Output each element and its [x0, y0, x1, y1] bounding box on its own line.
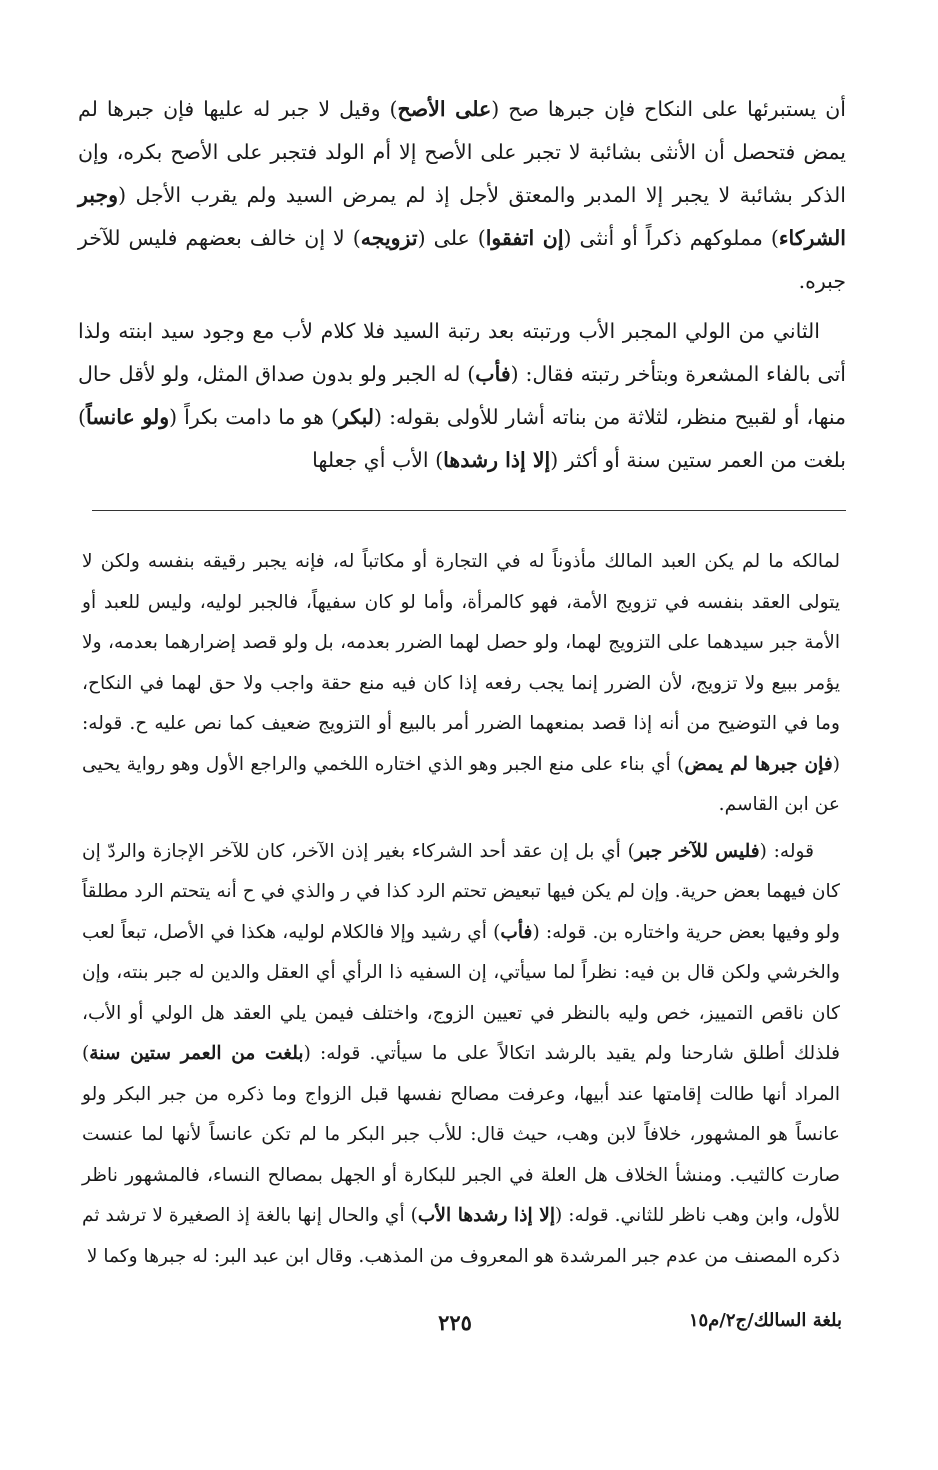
footnote-separator: [92, 510, 846, 511]
main-text: [78, 88, 846, 482]
commentary-paragraph-1: لمالكه ما لم يكن العبد المالك مأذوناً له في التجارة أو مكاتباً له، فإنه يجبر رقيقه بنفسه ولكن لا يتولى العقد بنفسه في تزويج الأمة، فهو كالمرأة، وأما لو كان سفيهاً، فالجبر لوليه، وليس للعبد أو الأمة جبر سيدهما على التزويج لهما، ولو حصل لهما الضرر بعدمه، بل ولو قصد إضرارهما بعدمه، ولا يؤمر ببيع ولا تزويج، لأن الضرر إنما يجب رفعه إذا كان فيه منع حقة واجب ولا حق لهما في النكاح، وما في التوضيح من أنه إذا قصد بمنعهما الضرر أمر بالبيع أو التزويج ضعيف كما نص عليه ح. قوله: (فإن جبرها لم يمض) أي بناء على منع الجبر وهو الذي اختاره اللخمي والراجع الأول وهو رواية يحيى عن ابن القاسم.: [82, 551, 840, 815]
running-head: بلغة السالك/ج٢/م١٥: [688, 1310, 842, 1331]
commentary-text: [82, 542, 840, 1277]
page-footer: [60, 1310, 850, 1346]
main-paragraph-1: أن يستبرئها على النكاح فإن جبرها صح (على الأصح) وقيل لا جبر له عليها فإن جبرها لم يمض فتحصل أن الأنثى بشائبة لا تجبر على الأصح إلا أم الولد فتجبر على الأصح بكره، وإن الذكر بشائبة لا يجبر إلا المدبر والمعتق لأجل إذ لم يمرض السيد ولم يقرب الأجل (وجبر الشركاء) مملوكهم ذكراً أو أنثى (إن اتفقوا) على (تزويجه) لا إن خالف بعضهم فليس للآخر جبره.: [78, 97, 846, 293]
main-paragraph-2: الثاني من الولي المجبر الأب ورتبته بعد رتبة السيد فلا كلام لأب مع وجود سيد ابنته ولذا أتى بالفاء المشعرة وبتأخر رتبته فقال: (فأب) له الجبر ولو بدون صداق المثل، ولو لأقل حال منها، أو لقبيح منظر، لثلاثة من بناته أشار للأولى بقوله: (لبكر) هو ما دامت بكراً (ولو عانساً) بلغت من العمر ستين سنة أو أكثر (إلا إذا رشدها) الأب أي جعلها: [78, 319, 847, 472]
commentary-paragraph-2: قوله: (فليس للآخر جبر) أي بل إن عقد أحد الشركاء بغير إذن الآخر، كان للآخر الإجازة والردّ إن كان فيهما بعض حرية. وإن لم يكن فيها تبعيض تحتم الرد كذا في ر والذي في ح أنه يتحتم الرد مطلقاً ولو وفيها بعض حرية واختاره بن. قوله: (فأب) أي رشيد وإلا فالكلام لوليه، هكذا في الأصل، تبعاً لعب والخرشي ولكن قال بن فيه: نظراً لما سيأتي، إن السفيه ذا الرأي أي العقل والدين له جبر بنته، وإن كان ناقص التمييز، خص وليه بالنظر في تعيين الزوج، واختلف فيمن يلي العقد هل الولي أو الأب، فلذلك أطلق شارحنا ولم يقيد بالرشد اتكالاً على ما سيأتي. قوله: (بلغت من العمر ستين سنة) المراد أنها طالت إقامتها عند أبيها، وعرفت مصالح نفسها قبل الزواج وما ذكره من جبر البكر ولو عانساً هو المشهور، خلافاً لابن وهب، حيث قال: للأب جبر البكر ما لم تكن عانساً لأنها لما عنست صارت كالثيب. ومنشأ الخلاف هل العلة في الجبر للبكارة أو الجهل بمصالح النساء، فالمشهور ناظر للأول، وابن وهب ناظر للثاني. قوله: (إلا إذا رشدها الأب) أي والحال إنها بالغة إذ الصغيرة لا ترشد ثم ذكره المصنف من عدم جبر المرشدة هو المعروف من المذهب. وقال ابن عبد البر: له جبرها وكما لا: [82, 840, 840, 1267]
page-number: ٢٢٥: [438, 1310, 472, 1335]
